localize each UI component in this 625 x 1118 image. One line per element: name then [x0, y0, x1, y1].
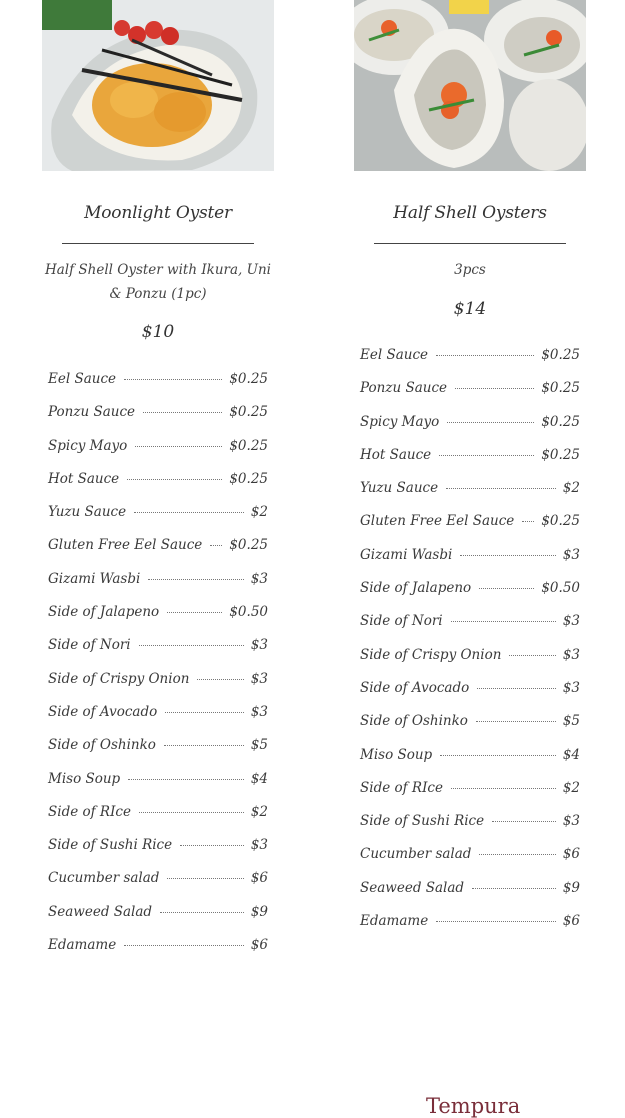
dot-leader [446, 488, 556, 489]
item-description: Half Shell Oyster with Ikura, Uni & Ponzu (1pc) [44, 262, 272, 302]
title-divider [62, 243, 254, 244]
extra-row [360, 406, 580, 439]
dot-leader [160, 912, 244, 913]
dot-leader [167, 612, 222, 613]
extra-name: Seaweed Salad [48, 903, 153, 920]
extra-price: $0.25 [541, 513, 580, 530]
menu-card-moonlight-oyster [42, 0, 274, 962]
extra-price: $0.25 [541, 380, 580, 397]
dot-leader [492, 821, 556, 822]
menu-card-half-shell-oysters [354, 0, 586, 938]
extra-row [48, 929, 268, 962]
dot-leader [135, 446, 222, 447]
extra-row [360, 905, 580, 938]
extra-price: $0.25 [229, 371, 268, 387]
dot-leader [139, 812, 244, 813]
extra-row [360, 872, 580, 905]
extra-price: $3 [250, 670, 268, 687]
extra-name: Yuzu Sauce [360, 480, 439, 497]
extra-name: Edamame [48, 937, 117, 954]
extra-price: $6 [562, 913, 580, 930]
extra-name: Side of Nori [360, 613, 443, 630]
extra-row [48, 529, 268, 562]
extra-row [48, 463, 268, 496]
extra-name: Eel Sauce [48, 371, 116, 387]
extra-price: $3 [562, 679, 580, 696]
extra-row [48, 596, 268, 629]
item-title: Moonlight Oyster [84, 203, 232, 223]
extra-name: Spicy Mayo [360, 413, 440, 430]
extra-row [48, 430, 268, 463]
dot-leader [455, 388, 534, 389]
extras-list [42, 363, 274, 962]
extra-price: $4 [562, 746, 580, 763]
item-description: 3pcs [454, 262, 486, 278]
extra-row [48, 696, 268, 729]
extra-row [360, 639, 580, 672]
dot-leader [447, 422, 534, 423]
dot-leader [479, 588, 534, 589]
extra-name: Yuzu Sauce [48, 504, 127, 521]
extra-row [48, 363, 268, 396]
extra-row [48, 629, 268, 662]
extra-price: $6 [562, 846, 580, 863]
half-shell-oysters-photo [354, 0, 586, 171]
extra-name: Side of Jalapeno [360, 580, 472, 597]
extra-price: $6 [250, 937, 268, 954]
extra-row [360, 339, 580, 372]
extra-price: $3 [250, 837, 268, 854]
extra-name: Side of Avocado [360, 679, 470, 696]
extra-name: Ponzu Sauce [360, 380, 447, 397]
extra-price: $2 [562, 480, 580, 497]
extra-row [360, 838, 580, 871]
extra-row [360, 372, 580, 405]
extras-list [354, 339, 586, 938]
extra-name: Cucumber salad [48, 870, 160, 887]
extra-price: $5 [250, 737, 268, 754]
extra-price: $2 [250, 504, 268, 521]
extra-name: Gluten Free Eel Sauce [360, 513, 515, 530]
extra-price: $0.50 [541, 580, 580, 597]
dot-leader [134, 512, 244, 513]
extra-row [48, 663, 268, 696]
title-divider [374, 243, 566, 244]
extra-name: Hot Sauce [360, 446, 432, 463]
dot-leader [476, 721, 556, 722]
extra-name: Ponzu Sauce [48, 404, 135, 421]
extra-name: Side of Sushi Rice [360, 813, 485, 830]
extra-price: $4 [250, 770, 268, 787]
extra-price: $3 [562, 813, 580, 830]
extra-price: $5 [562, 713, 580, 730]
dot-leader [451, 621, 556, 622]
dot-leader [472, 888, 556, 889]
dot-leader [436, 355, 534, 356]
extra-row [48, 896, 268, 929]
extra-name: Cucumber salad [360, 846, 472, 863]
extra-row [360, 672, 580, 705]
extra-name: Side of RIce [360, 779, 443, 796]
extra-row [360, 772, 580, 805]
extra-name: Spicy Mayo [48, 437, 128, 454]
dot-leader [509, 655, 555, 656]
item-price: $10 [141, 322, 175, 342]
dot-leader [439, 455, 534, 456]
extra-name: Side of Crispy Onion [360, 646, 502, 663]
dot-leader [167, 878, 243, 879]
extra-price: $3 [562, 646, 580, 663]
dot-leader [451, 788, 556, 789]
extra-name: Side of Oshinko [360, 713, 468, 730]
extra-price: $2 [562, 779, 580, 796]
extra-row [360, 439, 580, 472]
extra-row [48, 796, 268, 829]
extra-name: Side of Oshinko [48, 737, 156, 754]
dot-leader [522, 521, 534, 522]
extra-price: $3 [250, 637, 268, 654]
extra-name: Miso Soup [360, 746, 433, 763]
extra-row [48, 829, 268, 862]
extra-row [360, 805, 580, 838]
extra-row [360, 539, 580, 572]
dot-leader [164, 745, 244, 746]
extra-row [360, 605, 580, 638]
dot-leader [180, 845, 244, 846]
extra-row [48, 396, 268, 429]
dot-leader [436, 921, 556, 922]
extra-name: Gizami Wasbi [48, 570, 141, 587]
dot-leader [460, 555, 556, 556]
extra-row [48, 729, 268, 762]
moonlight-oyster-photo [42, 0, 274, 171]
oyster-uni-ikura-image [42, 0, 274, 171]
extra-name: Side of Avocado [48, 703, 158, 720]
dot-leader [128, 779, 244, 780]
extra-price: $3 [250, 570, 268, 587]
section-title-tempura: Tempura [426, 1094, 521, 1118]
extra-name: Gluten Free Eel Sauce [48, 537, 203, 554]
dot-leader [210, 545, 222, 546]
extra-row [360, 739, 580, 772]
extra-name: Edamame [360, 913, 429, 930]
extra-name: Miso Soup [48, 770, 121, 787]
extra-price: $2 [250, 803, 268, 820]
dot-leader [440, 755, 556, 756]
extra-price: $6 [250, 870, 268, 887]
extra-price: $3 [250, 703, 268, 720]
extra-name: Side of Nori [48, 637, 131, 654]
extra-price: $0.25 [541, 446, 580, 463]
extra-price: $3 [562, 613, 580, 630]
extra-name: Eel Sauce [360, 347, 428, 363]
extra-name: Side of RIce [48, 803, 131, 820]
dot-leader [143, 412, 222, 413]
half-shell-oysters-image [354, 0, 586, 171]
extra-row [48, 563, 268, 596]
dot-leader [477, 688, 556, 689]
dot-leader [479, 854, 555, 855]
dot-leader [127, 479, 222, 480]
extra-row [48, 496, 268, 529]
extra-price: $0.25 [229, 437, 268, 454]
extra-price: $9 [562, 879, 580, 896]
dot-leader [165, 712, 244, 713]
extra-row [360, 505, 580, 538]
extra-price: $0.25 [541, 347, 580, 363]
extra-name: Side of Sushi Rice [48, 837, 173, 854]
extra-price: $0.25 [229, 470, 268, 487]
extra-price: $0.25 [229, 537, 268, 554]
item-price: $14 [453, 299, 487, 319]
extra-name: Hot Sauce [48, 470, 120, 487]
dot-leader [139, 645, 244, 646]
dot-leader [124, 379, 222, 380]
extra-row [48, 862, 268, 895]
extra-name: Side of Jalapeno [48, 604, 160, 621]
item-title: Half Shell Oysters [393, 203, 547, 223]
extra-name: Side of Crispy Onion [48, 670, 190, 687]
extra-row [360, 705, 580, 738]
dot-leader [124, 945, 244, 946]
extra-price: $3 [562, 546, 580, 563]
extra-price: $0.50 [229, 604, 268, 621]
extra-price: $0.25 [229, 404, 268, 421]
extra-name: Seaweed Salad [360, 879, 465, 896]
extra-row [48, 763, 268, 796]
extra-price: $0.25 [541, 413, 580, 430]
dot-leader [197, 679, 243, 680]
extra-price: $9 [250, 903, 268, 920]
dot-leader [148, 579, 244, 580]
extra-row [360, 472, 580, 505]
extra-name: Gizami Wasbi [360, 546, 453, 563]
extra-row [360, 572, 580, 605]
